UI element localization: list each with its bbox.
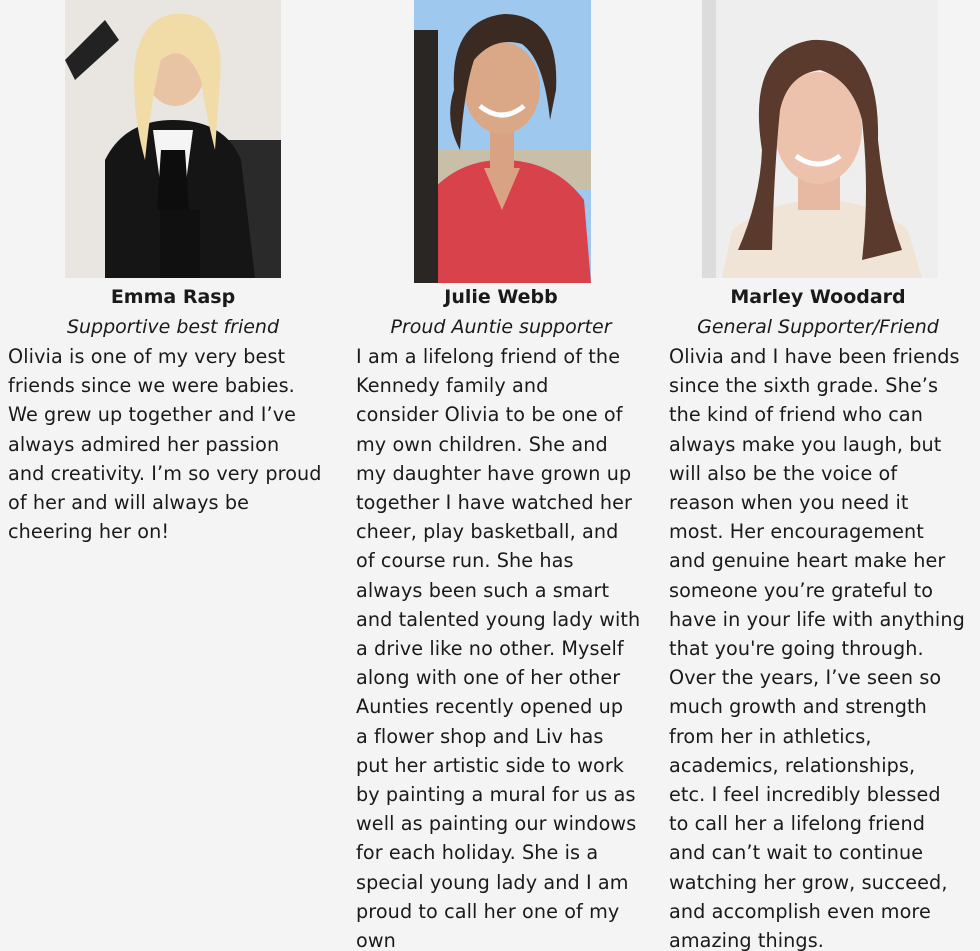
testimonial-line: that you're going through. — [669, 637, 924, 661]
testimonial-line: together I have watched her — [356, 491, 632, 515]
profile-name: Julie Webb — [444, 286, 558, 308]
profile-name: Emma Rasp — [110, 286, 236, 308]
testimonial-line: academics, relationships, — [669, 753, 916, 777]
testimonial-line: much growth and strength — [669, 695, 927, 719]
testimonial-line: We grew up together and I’ve — [8, 403, 297, 427]
testimonial-line: from her in athletics, — [669, 724, 872, 748]
testimonial-line: watching her grow, succeed, — [669, 870, 948, 894]
testimonial-line: since the sixth grade. She’s — [669, 374, 939, 398]
testimonial-line: amazing things. — [669, 929, 824, 951]
testimonial-line: and talented young lady with — [356, 607, 641, 631]
testimonial-line: put her artistic side to work — [356, 753, 625, 777]
testimonial-line: cheer, play basketball, and — [356, 520, 619, 544]
testimonial-line: of her and will always be — [8, 491, 250, 515]
testimonial-line: proud to call her one of my — [356, 899, 620, 923]
profile-role: Proud Auntie supporter — [390, 316, 612, 338]
testimonial-line: to call her a lifelong friend — [669, 812, 925, 836]
emma-rasp-photo — [65, 0, 281, 278]
testimonial-line: etc. I feel incredibly blessed — [669, 783, 941, 807]
testimonial-line: Over the years, I’ve seen so — [669, 666, 942, 690]
testimonial-line: well as painting our windows — [356, 812, 637, 836]
testimonial-line: Olivia is one of my very best — [8, 345, 286, 368]
testimonial-line: I am a lifelong friend of the — [356, 345, 621, 368]
profile-role: General Supporter/Friend — [697, 316, 939, 338]
testimonial-line: always make you laugh, but — [669, 432, 942, 456]
testimonial-line: Olivia and I have been friends — [669, 345, 960, 368]
testimonial-line: my daughter have grown up — [356, 461, 632, 485]
testimonial-line: Kennedy family and — [356, 374, 549, 398]
testimonial-line: always admired her passion — [8, 432, 280, 456]
testimonial-line: own — [356, 929, 396, 951]
julie-webb-photo — [414, 0, 591, 283]
testimonial-line: always been such a smart — [356, 578, 610, 602]
profile-testimonial — [8, 342, 344, 546]
portrait-photo-woman-red-top-icon — [414, 0, 591, 283]
testimonial-line: consider Olivia to be one of — [356, 403, 623, 427]
testimonial-line: and can’t wait to continue — [669, 841, 924, 865]
testimonial-line: reason when you need it — [669, 491, 909, 515]
profile-testimonial — [669, 342, 975, 951]
testimonial-line: most. Her encouragement — [669, 520, 924, 544]
testimonial-line: friends since we were babies. — [8, 374, 295, 398]
testimonial-line: a flower shop and Liv has — [356, 724, 604, 748]
testimonial-line: the kind of friend who can — [669, 403, 924, 427]
profile-name: Marley Woodard — [730, 286, 906, 308]
testimonial-line: have in your life with anything — [669, 607, 965, 631]
portrait-photo-brunette-woman-icon — [702, 0, 938, 278]
testimonial-line: cheering her on! — [8, 520, 170, 544]
testimonial-line: someone you’re grateful to — [669, 578, 934, 602]
marley-woodard-photo — [702, 0, 938, 278]
testimonial-line: and creativity. I’m so very proud — [8, 461, 322, 485]
testimonial-line: and accomplish even more — [669, 899, 931, 923]
testimonial-line: Aunties recently opened up — [356, 695, 624, 719]
portrait-photo-blonde-woman-icon — [65, 0, 281, 278]
testimonial-line: will also be the voice of — [669, 461, 898, 485]
testimonial-line: special young lady and I am — [356, 870, 629, 894]
profile-role: Supportive best friend — [66, 316, 280, 338]
testimonial-line: for each holiday. She is a — [356, 841, 599, 865]
testimonial-line: and genuine heart make her — [669, 549, 946, 573]
testimonial-line: by painting a mural for us as — [356, 783, 636, 807]
testimonial-line: a drive like no other. Myself — [356, 637, 624, 661]
testimonial-line: along with one of her other — [356, 666, 621, 690]
testimonial-line: my own children. She and — [356, 432, 608, 456]
testimonial-line: of course run. She has — [356, 549, 574, 573]
profile-testimonial — [356, 342, 656, 951]
